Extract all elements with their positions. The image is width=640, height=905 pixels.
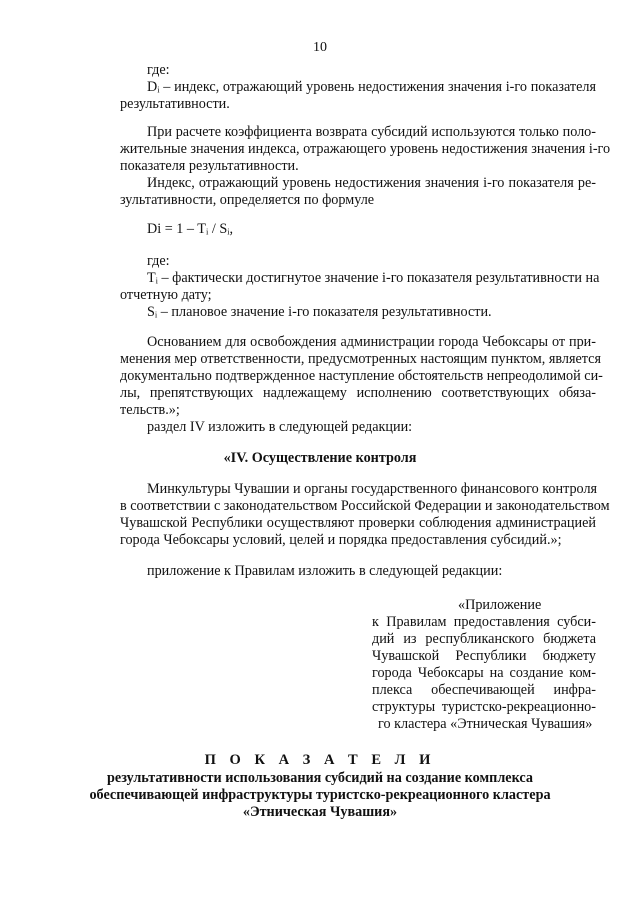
document-subtitle: результативности использования субсидий на создание комплекса (107, 770, 533, 786)
paragraph-line: зультативности, определяется по формуле (120, 192, 375, 208)
paragraph-line: результативности. (120, 96, 230, 112)
document-title: П О К А З А Т Е Л И (204, 752, 436, 768)
appendix-line: к Правилам предоставления субси- (372, 614, 596, 630)
paragraph-line: где: (147, 62, 170, 78)
paragraph-line: жительные значения индекса, отражающего уровень недостижения значения i-го (120, 141, 611, 157)
paragraph-line: в соответствии с законодательством Российской Федерации и законодательством (120, 498, 610, 514)
appendix-line: дий из республиканского бюджета (372, 631, 596, 647)
page-number: 10 (313, 40, 327, 55)
paragraph-line: города Чебоксары условий, целей и порядка предоставления субсидий.»; (120, 532, 562, 548)
paragraph-line: приложение к Правилам изложить в следующей редакции: (147, 563, 503, 579)
paragraph-line: показателя результативности. (120, 158, 299, 174)
paragraph-line: Минкультуры Чувашии и органы государственного финансового контроля (147, 481, 598, 497)
paragraph-line: документально подтвержденное наступление обстоятельств непреодолимой си- (120, 368, 603, 384)
appendix-line: плекса обеспечивающей инфра- (372, 682, 596, 698)
paragraph-line: Sᵢ – плановое значение i-го показателя результативности. (147, 304, 492, 320)
paragraph-line: Tᵢ – фактически достигнутое значение i-го показателя результативности на (147, 270, 600, 286)
paragraph-line: Основанием для освобождения администрации города Чебоксары от при- (147, 334, 596, 350)
section-heading: «IV. Осуществление контроля (223, 450, 417, 466)
paragraph-line: Чувашской Республики осуществляют проверки соблюдения администрацией (120, 515, 596, 531)
appendix-line: города Чебоксары на создание ком- (372, 665, 596, 681)
paragraph-line: Индекс, отражающий уровень недостижения значения i-го показателя ре- (147, 175, 596, 191)
paragraph-line: раздел IV изложить в следующей редакции: (147, 419, 413, 435)
paragraph-line: Dᵢ – индекс, отражающий уровень недостижения значения i-го показателя (147, 79, 596, 95)
paragraph-line: менения мер ответственности, предусмотренных настоящим пунктом, является (120, 351, 601, 367)
paragraph-line: лы, препятствующих надлежащему исполнению соответствующих обяза- (120, 385, 596, 401)
appendix-line: структуры туристско-рекреационно- (372, 699, 596, 715)
document-subtitle: обеспечивающей инфраструктуры туристско-рекреационного кластера (89, 787, 551, 803)
appendix-heading: «Приложение (458, 597, 542, 613)
paragraph-line: где: (147, 253, 170, 269)
paragraph-line: тельств.»; (120, 402, 180, 418)
document-subtitle: «Этническая Чувашия» (242, 804, 398, 820)
paragraph-line: При расчете коэффициента возврата субсидий используются только поло- (147, 124, 596, 140)
appendix-line: Чувашской Республики бюджету (372, 648, 596, 664)
formula: Di = 1 – Tᵢ / Sᵢ, (147, 221, 234, 237)
appendix-line: го кластера «Этническая Чувашия» (378, 716, 593, 732)
paragraph-line: отчетную дату; (120, 287, 212, 303)
